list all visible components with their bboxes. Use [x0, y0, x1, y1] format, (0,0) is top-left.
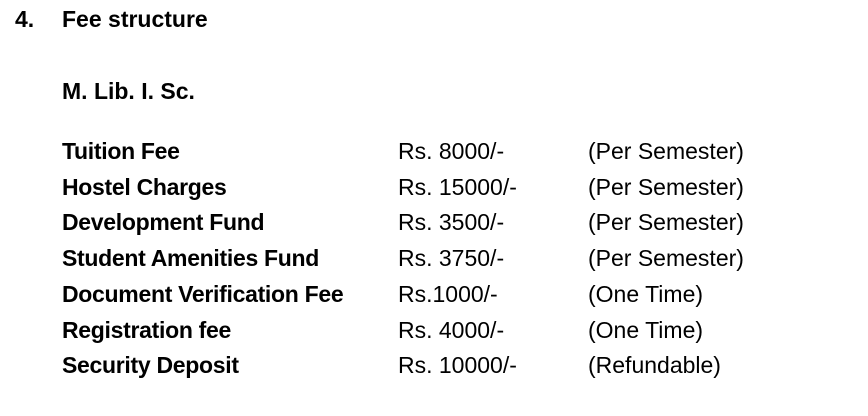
- fee-amount: Rs.1000/-: [398, 280, 498, 307]
- section-number: 4.: [15, 6, 35, 32]
- fee-row-document-verification: [62, 277, 744, 313]
- section-title: Fee structure: [62, 6, 208, 32]
- fee-amount: Rs. 4000/-: [398, 316, 505, 343]
- fee-name: Document Verification Fee: [62, 280, 344, 307]
- fee-period: (Per Semester): [588, 209, 744, 236]
- fee-table: [62, 134, 744, 384]
- fee-period: (Per Semester): [588, 138, 744, 164]
- fee-name: Tuition Fee: [62, 138, 180, 164]
- fee-amount: Rs. 15000/-: [398, 173, 517, 200]
- fee-name: Registration fee: [62, 316, 232, 343]
- fee-amount: Rs. 3750/-: [398, 245, 505, 272]
- fee-name: Security Deposit: [62, 352, 239, 379]
- fee-row-registration: [62, 313, 744, 349]
- fee-name: Hostel Charges: [62, 173, 227, 200]
- fee-name: Student Amenities Fund: [62, 245, 320, 272]
- fee-name: Development Fund: [62, 209, 265, 236]
- fee-period: (One Time): [588, 280, 704, 307]
- fee-period: (Refundable): [588, 352, 721, 379]
- fee-amount: Rs. 8000/-: [398, 138, 505, 164]
- fee-row-hostel: [62, 170, 744, 206]
- fee-amount: Rs. 10000/-: [398, 352, 517, 379]
- program-title: M. Lib. I. Sc.: [62, 78, 195, 104]
- fee-row-development: [62, 205, 744, 241]
- fee-row-tuition: [62, 134, 744, 170]
- fee-row-amenities: [62, 241, 744, 277]
- fee-row-security-deposit: [62, 348, 744, 384]
- section-heading: [15, 4, 208, 34]
- fee-period: (Per Semester): [588, 245, 744, 272]
- fee-amount: Rs. 3500/-: [398, 209, 505, 236]
- fee-period: (One Time): [588, 316, 704, 343]
- fee-period: (Per Semester): [588, 173, 744, 200]
